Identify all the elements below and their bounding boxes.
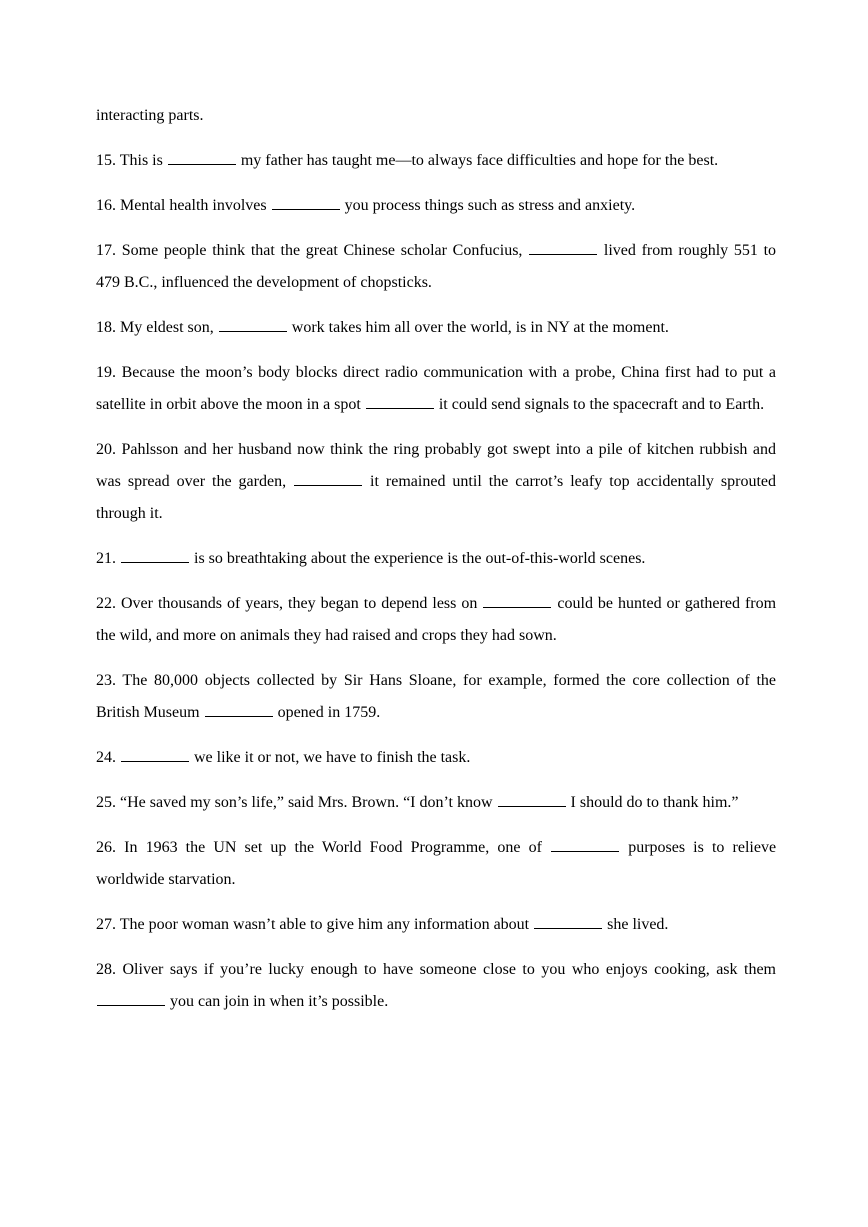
intro-fragment: interacting parts.: [96, 107, 204, 124]
question-text-after: it remained until the carrot’s leafy top accidentally sprouted through it.: [96, 473, 776, 522]
question-20: [96, 434, 776, 530]
question-17: [96, 235, 776, 299]
answer-blank[interactable]: [121, 546, 189, 563]
question-text-after: I should do to thank him.”: [570, 794, 739, 811]
question-text-after: lived from roughly 551 to 479 B.C., influenced the development of chopsticks.: [96, 242, 777, 291]
question-number: 16.: [96, 197, 116, 214]
question-number: 15.: [96, 152, 116, 169]
question-text-after: you process things such as stress and anxiety.: [344, 197, 636, 214]
question-text-after: you can join in when it’s possible.: [170, 993, 389, 1010]
answer-blank[interactable]: [168, 148, 236, 165]
question-text-after: purposes is to relieve worldwide starvation.: [96, 839, 777, 888]
question-number: 23.: [96, 672, 116, 689]
question-text-before: Mental health involves: [120, 197, 267, 214]
answer-blank[interactable]: [219, 315, 287, 332]
question-22: [96, 588, 776, 652]
answer-blank[interactable]: [205, 700, 273, 717]
answer-blank[interactable]: [366, 392, 434, 409]
question-number: 17.: [96, 242, 116, 259]
question-28: [96, 954, 776, 1018]
question-text-before: The poor woman wasn’t able to give him any information about: [119, 916, 530, 933]
question-19: [96, 357, 776, 421]
question-number: 21.: [96, 550, 116, 567]
question-number: 18.: [96, 319, 116, 336]
question-number: 22.: [96, 595, 116, 612]
question-text-after: is so breathtaking about the experience is the out-of-this-world scenes.: [194, 550, 646, 567]
question-text-before: My eldest son,: [120, 319, 214, 336]
answer-blank[interactable]: [529, 238, 597, 255]
question-24: [96, 742, 776, 774]
question-18: [96, 312, 776, 344]
question-text-after: my father has taught me—to always face difficulties and hope for the best.: [240, 152, 719, 169]
answer-blank[interactable]: [97, 989, 165, 1006]
question-number: 24.: [96, 749, 116, 766]
question-text-before: Some people think that the great Chinese scholar Confucius,: [121, 242, 523, 259]
answer-blank[interactable]: [498, 790, 566, 807]
question-text-before: Pahlsson and her husband now think the ring probably got swept into a pile of kitchen rubbish and was spread over the garden,: [96, 441, 776, 490]
question-27: [96, 909, 776, 941]
question-26: [96, 832, 776, 896]
question-text-after: we like it or not, we have to finish the task.: [194, 749, 471, 766]
answer-blank[interactable]: [294, 469, 362, 486]
question-number: 20.: [96, 441, 116, 458]
question-text-before: “He saved my son’s life,” said Mrs. Brown. “I don’t know: [120, 794, 493, 811]
question-number: 19.: [96, 364, 116, 381]
question-text-before: In 1963 the UN set up the World Food Programme, one of: [124, 839, 542, 856]
question-text-after: she lived.: [607, 916, 669, 933]
question-number: 27.: [96, 916, 116, 933]
question-number: 28.: [96, 961, 116, 978]
question-text-before: Over thousands of years, they began to depend less on: [121, 595, 478, 612]
answer-blank[interactable]: [483, 591, 551, 608]
answer-blank[interactable]: [534, 912, 602, 929]
answer-blank[interactable]: [272, 193, 340, 210]
question-23: [96, 665, 776, 729]
question-text-before: The 80,000 objects collected by Sir Hans Sloane, for example, formed the core collection of the British Museum: [96, 672, 776, 721]
question-16: [96, 190, 776, 222]
question-text-after: work takes him all over the world, is in NY at the moment.: [291, 319, 669, 336]
question-text-after: opened in 1759.: [277, 704, 381, 721]
question-text-before: Because the moon’s body blocks direct radio communication with a probe, China first had to put a satellite in orbit above the moon in a spot: [96, 364, 777, 413]
question-number: 25.: [96, 794, 116, 811]
question-text-after: could be hunted or gathered from the wild, and more on animals they had raised and crops they had sown.: [96, 595, 777, 644]
question-text-after: it could send signals to the spacecraft and to Earth.: [438, 396, 765, 413]
question-25: [96, 787, 776, 819]
question-21: [96, 543, 776, 575]
question-text-before: This is: [119, 152, 163, 169]
answer-blank[interactable]: [551, 835, 619, 852]
question-text-before: Oliver says if you’re lucky enough to have someone close to you who enjoys cooking, ask them: [122, 961, 777, 978]
question-15: [96, 145, 776, 177]
answer-blank[interactable]: [121, 745, 189, 762]
worksheet-page: [96, 100, 776, 1031]
question-number: 26.: [96, 839, 116, 856]
